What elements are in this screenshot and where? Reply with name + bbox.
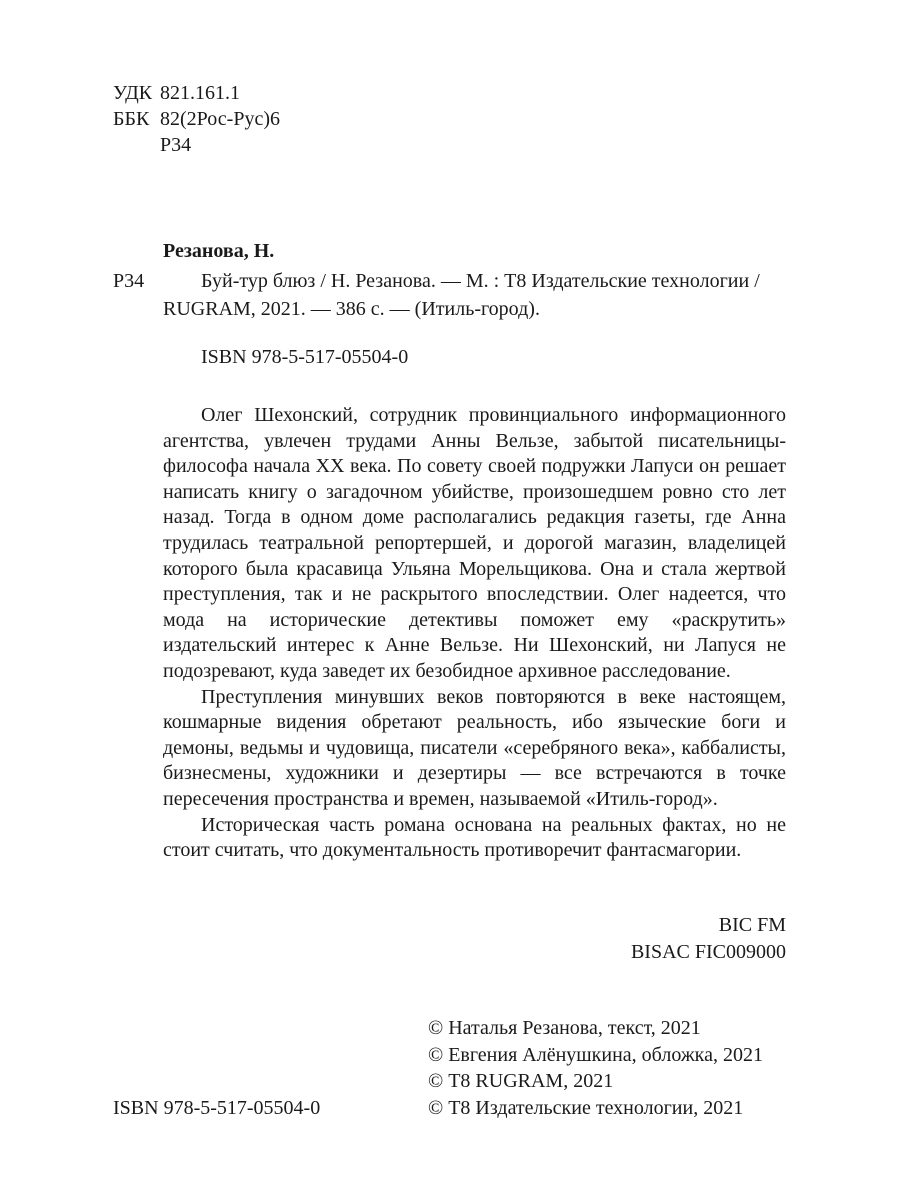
bic-code: BIC FM bbox=[718, 914, 786, 936]
copyright-line: © Т8 RUGRAM, 2021 bbox=[428, 1070, 614, 1092]
author-heading: Резанова, Н. bbox=[163, 240, 275, 262]
annotation-paragraph-1: Олег Шехонский, сотрудник провинциального информационного агентства, увлечен трудами Анны Вельзе, забытой писательницы-философа начала ХХ века. По совету своей подружки Лапуси он решает написать книгу о загадочном убийстве, произошедшем ровно сто лет назад. Тогда в одном доме располагались редакция газеты, где Анна трудилась театральной репортершей, и дорогой магазин, владелицей которого была красавица Ульяна Морельщикова. Она и стала жертвой преступления, так и не раскрытого впоследствии. Олег надеется, что мода на исторические детективы поможет ему «раскрутить» издательский интерес к Анне Вельзе. Ни Шехонский, ни Лапуся не подозревают, куда заведет их безобидное архивное расследование. bbox=[163, 404, 786, 682]
copyright-line: © Евгения Алёнушкина, обложка, 2021 bbox=[428, 1044, 763, 1066]
bbk-value: 82(2Рос-Рус)6 bbox=[160, 108, 280, 130]
copyright-line: © Т8 Издательские технологии, 2021 bbox=[428, 1097, 744, 1119]
udk-row bbox=[113, 80, 240, 106]
author-mark-record: Р34 bbox=[113, 270, 145, 292]
bibliographic-line-2: RUGRAM, 2021. — 386 с. — (Итиль-город). bbox=[163, 298, 540, 320]
annotation-paragraph-3: Историческая часть романа основана на реальных фактах, но не стоит считать, что документальность противоречит фантасмагории. bbox=[163, 813, 786, 862]
bibliographic-line-1: Буй-тур блюз / Н. Резанова. — М. : Т8 Издательские технологии / bbox=[201, 270, 760, 292]
footer-isbn: ISBN 978-5-517-05504-0 bbox=[113, 1097, 321, 1119]
annotation bbox=[163, 403, 786, 864]
annotation-paragraph-2: Преступления минувших веков повторяются в веке настоящем, кошмарные видения обретают реальность, ибо языческие боги и демоны, ведьмы и чудовища, писатели «серебряного века», каббалисты, бизнесмены, художники и дезертиры — все встречаются в точке пересечения пространства и времен, называемой «Итиль-город». bbox=[163, 685, 786, 810]
author-mark-top: Р34 bbox=[160, 134, 192, 156]
udk-value: 821.161.1 bbox=[160, 82, 240, 104]
record-isbn: ISBN 978-5-517-05504-0 bbox=[201, 346, 409, 368]
bbk-label: ББК bbox=[113, 108, 150, 130]
bbk-row bbox=[113, 106, 280, 132]
udk-label: УДК bbox=[113, 82, 153, 104]
copyright-line: © Наталья Резанова, текст, 2021 bbox=[428, 1017, 701, 1039]
bisac-code: BISAC FIC009000 bbox=[630, 941, 786, 963]
